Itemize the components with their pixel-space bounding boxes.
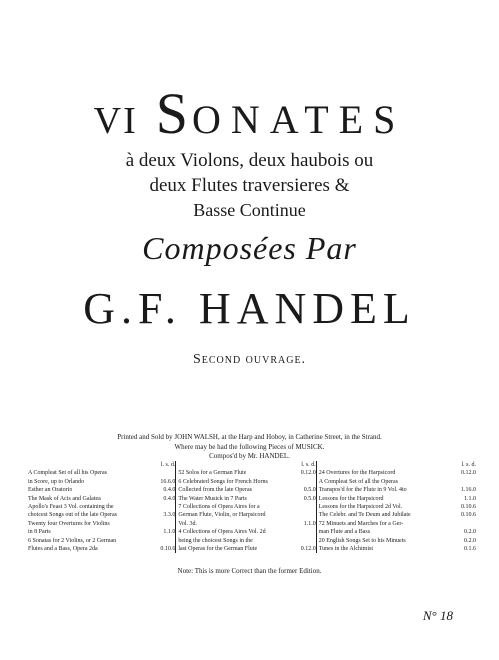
catalog-entry [319, 478, 476, 486]
catalog-entry [178, 520, 315, 528]
catalog-entry-price: 0.12.0 [460, 470, 476, 477]
catalog-entry [319, 537, 476, 545]
imprint-line-1: Printed and Sold by JOHN WALSH, at the Harp and Hoboy, in Catherine Street, in the Strand. [117, 433, 382, 441]
subtitle-line-3: Basse Continue [193, 200, 306, 220]
catalog-entry-title: 72 Minuets and Marches for a Ger- [318, 520, 404, 527]
catalog-entry-price: 0.2.0 [463, 537, 476, 544]
catalog-entry-title: in Score, up to Orlando [28, 478, 85, 485]
price-header: l. s. d. [160, 462, 176, 468]
catalog-entry-title: A Compleat Set of all his Operas [28, 470, 107, 477]
catalog-entry [319, 503, 476, 511]
catalog-entry-title: being the choicest Songs in the [178, 537, 253, 544]
catalog-entry [28, 545, 175, 553]
catalog-entry-title: 20 English Songs Set to his Minuets [318, 537, 406, 544]
catalog-entry-title: The Celebr. and Te Deum and Jubilate [318, 512, 411, 519]
catalog-entry-price: 0.10.6 [460, 504, 476, 511]
catalog-entry [178, 528, 315, 536]
catalog-entry-title: Lessons for the Harpsicord [318, 495, 384, 502]
catalog-entry-title: Flutes and a Bass, Opera 2da [28, 546, 98, 553]
catalog-entry [178, 495, 315, 503]
catalog-entry-title: Vol. 3d. [178, 520, 198, 527]
catalog-entry-price: 1.1.0 [303, 520, 316, 527]
catalog-entry-title: Esther an Oratorio [28, 487, 73, 494]
catalog-entry-title: choicest Songs out of the late Operas [28, 512, 117, 519]
catalog-entry-price: 0.12.0 [300, 546, 316, 553]
price-header: l. s. d. [301, 462, 316, 468]
catalog-entry-title: The Water Musick in 7 Parts [178, 495, 247, 502]
catalog-entry-title: 7 Collections of Opera Aires for a [178, 504, 260, 511]
catalog-entry [178, 537, 315, 545]
catalog-column-middle [175, 461, 315, 553]
catalog-entry-title: The Mask of Acis and Galatea [28, 495, 101, 502]
catalog-entry-price: 0.10.6 [460, 512, 476, 519]
catalog-entry-title: German Flute, Violin, or Harpsicord [178, 512, 266, 519]
opus-designation: Second ouvrage. [192, 352, 307, 367]
catalog-entry-title: Apollo's Feast 3 Vol. containing the [28, 504, 114, 511]
catalog-entry [28, 520, 175, 528]
catalog-entry [319, 545, 476, 553]
catalog-entry [319, 495, 476, 503]
catalog-entry-price [474, 520, 476, 528]
catalog-entry-price: 16.6.0 [160, 478, 176, 485]
catalog-entry [178, 545, 315, 553]
catalog-entry-title: Tunes in the Alchimist [318, 546, 373, 553]
catalog-entry-title: 6 Celebrated Songs for French Horns [178, 478, 268, 485]
catalog-entry [178, 511, 315, 519]
catalog-entry [319, 528, 476, 536]
catalog-entry-price: 0.2.0 [463, 529, 476, 536]
catalog-entry [319, 486, 476, 494]
catalog-entry-title: 52 Solos for a German Flute [178, 470, 247, 477]
catalog-entry [28, 469, 175, 477]
catalog-entry [178, 486, 315, 494]
catalog-entry [28, 503, 175, 511]
price-header: l. s. d. [461, 462, 476, 468]
catalog-entry-price: 0.4.0 [163, 487, 176, 494]
title-rest: ONATES [192, 97, 406, 142]
catalog [28, 461, 476, 553]
catalog-entry-title: Lessons for the Harpsicord 2d Vol. [318, 504, 403, 511]
catalog-entry-title: A Compleat Set of all the Operas [318, 478, 399, 485]
catalog-entry [178, 469, 315, 477]
catalog-entry-title: 6 Sonatas for 2 Violins, or 2 German [28, 537, 117, 544]
catalog-entry-title: last Operas for the German Flute [178, 546, 258, 553]
catalog-entry [178, 478, 315, 486]
catalog-entry [319, 511, 476, 519]
catalog-entry-price: 0.1.6 [463, 546, 476, 553]
catalog-entry-price: 0.5.0 [303, 495, 316, 502]
title-numeral: VI [93, 100, 138, 142]
catalog-entry [319, 520, 476, 528]
composees-par: Composées Par [142, 230, 357, 266]
catalog-entry-price: 1.1.0 [463, 495, 476, 502]
catalog-entry-title: Collected from the late Operas [178, 487, 252, 494]
composer-name: G.F. HANDEL [83, 284, 416, 333]
catalog-entry [28, 528, 175, 536]
catalog-entry-title: 24 Overtures for the Harpsicord [318, 470, 396, 477]
catalog-entry [28, 537, 175, 545]
catalog-entry [28, 495, 175, 503]
catalog-entry-price: 0.5.0 [303, 487, 316, 494]
subtitle-line-2: deux Flutes traversieres & [149, 175, 350, 196]
catalog-entry [28, 478, 175, 486]
catalog-entry-price: 1.1.0 [163, 529, 176, 536]
catalog-entry-price: 1.16.0 [460, 487, 476, 494]
catalog-entry-price: 0.12.0 [300, 470, 316, 477]
imprint-line-3: Compos'd by Mr. HANDEL. [209, 452, 290, 460]
catalog-entry-title: man Flute and a Bass [318, 529, 371, 536]
catalog-entry-price: 0.10.6 [160, 546, 176, 553]
subtitle-line-1: à deux Violons, deux haubois ou [125, 150, 374, 171]
catalog-entry-price: 0.4.0 [163, 495, 176, 502]
catalog-entry [319, 469, 476, 477]
catalog-column-left [28, 461, 175, 553]
catalog-entry-title: Transpos'd for the Flute in 9 Vol. 4to [318, 487, 407, 494]
title-initial: S [155, 81, 189, 146]
catalog-entry [28, 486, 175, 494]
catalog-entry [178, 503, 315, 511]
imprint-line-2: Where may be had the following Pieces of MUSICK. [174, 443, 325, 451]
catalog-column-right [316, 461, 476, 553]
catalog-entry [28, 511, 175, 519]
catalog-entry-price: 3.3.0 [163, 512, 176, 519]
catalog-entry-price [474, 478, 476, 486]
title [0, 80, 499, 146]
edition-note: Note: This is more Correct than the former Edition. [177, 567, 322, 575]
catalog-entry-title: in 8 Parts [28, 529, 51, 536]
catalog-entry-title: Twenty four Overtures for Violins [28, 520, 110, 527]
catalog-entry-title: 4 Collections of Opera Aires Vol. 2d [178, 529, 266, 536]
plate-number: N° 18 [422, 608, 453, 623]
